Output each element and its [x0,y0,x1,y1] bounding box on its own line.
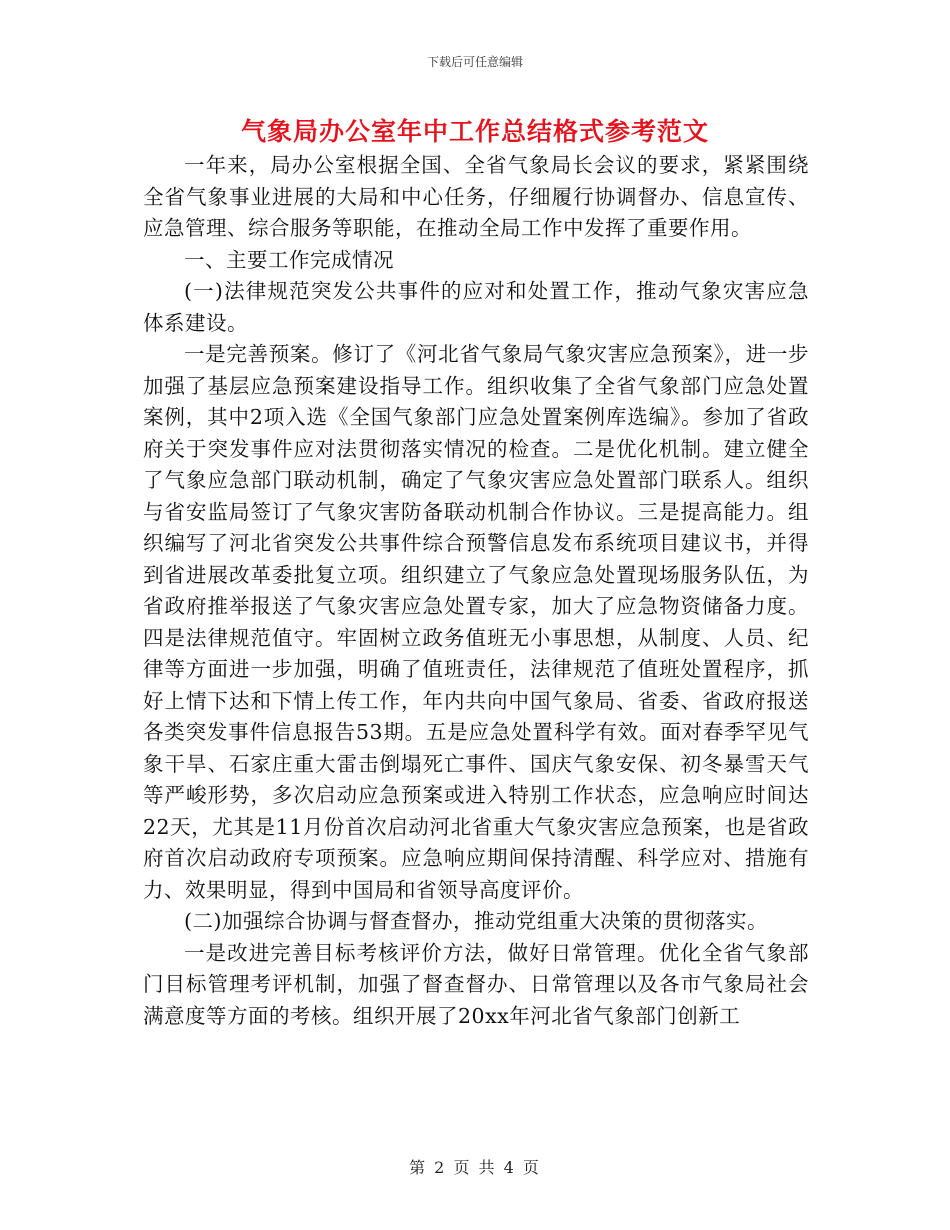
document-body [143,150,809,1032]
subsection-heading-emergency: (一)法律规范突发公共事件的应对和处置工作，推动气象灾害应急体系建设。 [143,279,809,335]
paragraph-intro: 一年来，局办公室根据全国、全省气象局长会议的要求，紧紧围绕全省气象事业进展的大局和中心任务，仔细履行协调督办、信息宣传、应急管理、综合服务等职能，在推动全局工作中发挥了重要作用。 [143,153,809,240]
paragraph-coordination-details: 一是改进完善目标考核评价方法，做好日常管理。优化全省气象部门目标管理考评机制，加强了督查督办、日常管理以及各市气象局社会满意度等方面的考核。组织开展了20xx年河北省气象部门创新工 [143,940,809,1028]
document-title: 气象局办公室年中工作总结格式参考范文 [240,117,709,146]
section-heading-main-work: 一、主要工作完成情况 [184,247,394,272]
page-header-note: 下载后可任意编辑 [426,55,523,69]
paragraph-emergency-details: 一是完善预案。修订了《河北省气象局气象灾害应急预案》，进一步加强了基层应急预案建设指导工作。组织收集了全省气象部门应急处置案例，其中2项入选《全国气象部门应急处置案例库选编》。参加了省政府关于突发事件应对法贯彻落实情况的检查。二是优化机制。建立健全了气象应急部门联动机制，确定了气象灾害应急处置部门联系人。组织与省安监局签订了气象灾害防备联动机制合作协议。三是提高能力。组织编写了河北省突发公共事件综合预警信息发布系统项目建议书，并得到省进展改革委批复立项。组织建立了气象应急处置现场服务队伍，为省政府推举报送了气象灾害应急处置专家，加大了应急物资储备力度。四是法律规范值守。牢固树立政务值班无小事思想，从制度、人员、纪律等方面进一步加强，明确了值班责任，法律规范了值班处置程序，抓好上情下达和下情上传工作，年内共向中国气象局、省委、省政府报送各类突发事件信息报告53期。五是应急处置科学有效。面对春季罕见气象干旱、石家庄重大雷击倒塌死亡事件、国庆气象安保、初冬暴雪天气等严峻形势，多次启动应急预案或进入特别工作状态，应急响应时间达22天，尤其是11月份首次启动河北省重大气象灾害应急预案，也是省政府首次启动政府专项预案。应急响应期间保持清醒、科学应对、措施有力、效果明显，得到中国局和省领导高度评价。 [143,342,809,902]
subsection-heading-coordination: (二)加强综合协调与督查督办，推动党组重大决策的贯彻落实。 [184,909,768,933]
page-number: 第 2 页 共 4 页 [409,1158,541,1177]
